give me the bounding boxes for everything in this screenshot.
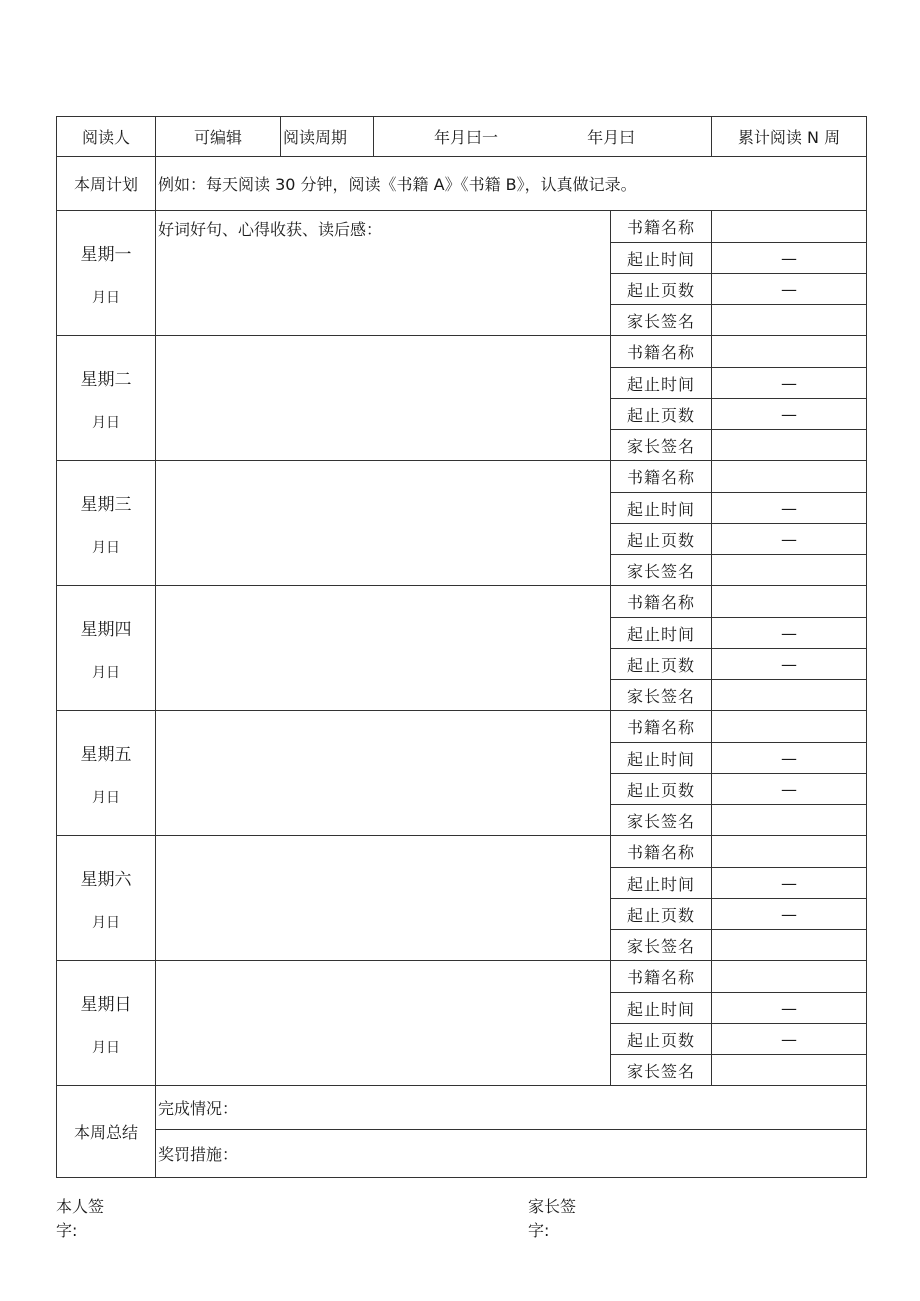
self-signature-line1: 本人签: [56, 1197, 105, 1216]
field-value[interactable]: —: [712, 899, 867, 930]
field-label: 家长签名: [611, 930, 712, 961]
field-value[interactable]: [712, 930, 867, 961]
field-label: 书籍名称: [611, 461, 712, 493]
field-value[interactable]: —: [712, 274, 867, 305]
field-label: 家长签名: [611, 805, 712, 836]
notes-area[interactable]: [156, 711, 611, 836]
day-name: 星期一: [80, 244, 132, 265]
field-value[interactable]: —: [712, 774, 867, 805]
field-label: 起止页数: [611, 1024, 712, 1055]
day-row: [57, 836, 867, 868]
day-name: 星期二: [80, 369, 132, 390]
field-label: 起止页数: [611, 899, 712, 930]
day-row: [57, 961, 867, 993]
field-label: 起止时间: [611, 743, 712, 774]
field-label: 书籍名称: [611, 836, 712, 868]
day-name: 星期日: [80, 994, 132, 1015]
day-name: 星期四: [80, 619, 132, 640]
notes-area[interactable]: [156, 461, 611, 586]
summary-row-reward: [57, 1130, 867, 1178]
field-value[interactable]: [712, 461, 867, 493]
field-value[interactable]: [712, 586, 867, 618]
field-label: 家长签名: [611, 680, 712, 711]
field-value[interactable]: —: [712, 868, 867, 899]
day-date[interactable]: 月日: [92, 289, 120, 306]
field-value[interactable]: [712, 211, 867, 243]
day-cell: [57, 961, 156, 1086]
day-cell: [57, 211, 156, 336]
notes-area[interactable]: [156, 211, 611, 336]
notes-prompt: 好词好句、心得收获、读后感：: [158, 220, 383, 239]
field-value[interactable]: —: [712, 493, 867, 524]
day-name: 星期三: [80, 494, 132, 515]
notes-area[interactable]: [156, 836, 611, 961]
field-label: 起止时间: [611, 618, 712, 649]
field-label: 书籍名称: [611, 586, 712, 618]
day-cell: [57, 836, 156, 961]
parent-signature-line1: 家长签: [528, 1197, 577, 1216]
field-label: 起止时间: [611, 368, 712, 399]
self-signature-line2: 字:: [56, 1221, 78, 1240]
parent-signature-line2: 字:: [528, 1221, 550, 1240]
day-date[interactable]: 月日: [92, 664, 120, 681]
field-value[interactable]: —: [712, 243, 867, 274]
reward-field[interactable]: 奖罚措施：: [156, 1130, 867, 1178]
day-date[interactable]: 月日: [92, 414, 120, 431]
field-label: 家长签名: [611, 1055, 712, 1086]
field-label: 起止时间: [611, 493, 712, 524]
field-label: 起止页数: [611, 399, 712, 430]
day-date[interactable]: 月日: [92, 789, 120, 806]
field-value[interactable]: [712, 680, 867, 711]
self-signature[interactable]: [56, 1195, 104, 1243]
field-label: 起止时间: [611, 868, 712, 899]
field-label: 起止页数: [611, 524, 712, 555]
summary-row-completion: [57, 1086, 867, 1130]
period-label: 阅读周期: [281, 117, 374, 157]
reading-log-table: [56, 116, 867, 1178]
plan-text[interactable]: 例如：每天阅读 30 分钟，阅读《书籍 A》《书籍 B》，认真做记录。: [156, 157, 867, 211]
field-value[interactable]: [712, 805, 867, 836]
header-row: [57, 117, 867, 157]
field-label: 起止页数: [611, 274, 712, 305]
field-label: 书籍名称: [611, 961, 712, 993]
summary-label: 本周总结: [57, 1086, 156, 1178]
reader-label: 阅读人: [57, 117, 156, 157]
field-label: 书籍名称: [611, 211, 712, 243]
field-label: 起止时间: [611, 993, 712, 1024]
period-value[interactable]: [374, 117, 712, 157]
day-row: [57, 586, 867, 618]
day-date[interactable]: 月日: [92, 539, 120, 556]
reader-value[interactable]: 可编辑: [156, 117, 281, 157]
field-value[interactable]: —: [712, 649, 867, 680]
field-label: 起止时间: [611, 243, 712, 274]
field-value[interactable]: —: [712, 993, 867, 1024]
day-cell: [57, 336, 156, 461]
cumulative-weeks: 累计阅读 N 周: [712, 117, 867, 157]
period-start: 年月曰一: [434, 128, 499, 147]
field-value[interactable]: [712, 1055, 867, 1086]
field-value[interactable]: —: [712, 399, 867, 430]
plan-row: [57, 157, 867, 211]
day-row: [57, 461, 867, 493]
field-value[interactable]: —: [712, 618, 867, 649]
day-row: [57, 711, 867, 743]
field-value[interactable]: —: [712, 1024, 867, 1055]
day-row: [57, 211, 867, 243]
parent-signature[interactable]: [528, 1195, 576, 1243]
notes-area[interactable]: [156, 961, 611, 1086]
field-value[interactable]: [712, 711, 867, 743]
day-date[interactable]: 月日: [92, 1039, 120, 1056]
day-cell: [57, 586, 156, 711]
day-name: 星期六: [80, 869, 132, 890]
field-value[interactable]: [712, 961, 867, 993]
day-row: [57, 336, 867, 368]
field-value[interactable]: —: [712, 524, 867, 555]
notes-area[interactable]: [156, 586, 611, 711]
field-label: 起止页数: [611, 649, 712, 680]
field-value[interactable]: [712, 836, 867, 868]
field-value[interactable]: —: [712, 743, 867, 774]
completion-field[interactable]: 完成情况：: [156, 1086, 867, 1130]
day-date[interactable]: 月日: [92, 914, 120, 931]
field-label: 书籍名称: [611, 336, 712, 368]
day-cell: [57, 461, 156, 586]
field-label: 家长签名: [611, 430, 712, 461]
plan-label: 本周计划: [57, 157, 156, 211]
field-value[interactable]: —: [712, 368, 867, 399]
day-cell: [57, 711, 156, 836]
field-value[interactable]: [712, 555, 867, 586]
field-value[interactable]: [712, 305, 867, 336]
field-label: 家长签名: [611, 305, 712, 336]
field-label: 起止页数: [611, 774, 712, 805]
period-end: 年月曰: [587, 128, 636, 147]
field-label: 书籍名称: [611, 711, 712, 743]
day-name: 星期五: [80, 744, 132, 765]
field-value[interactable]: [712, 336, 867, 368]
field-label: 家长签名: [611, 555, 712, 586]
field-value[interactable]: [712, 430, 867, 461]
notes-area[interactable]: [156, 336, 611, 461]
